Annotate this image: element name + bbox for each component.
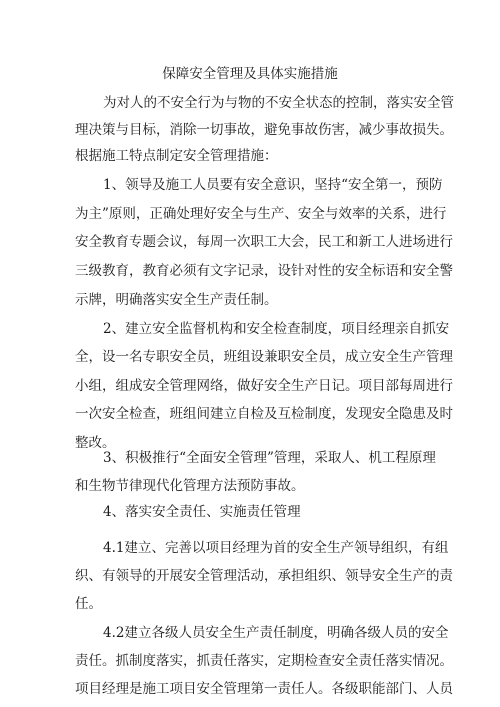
paragraph-line: 项目经理是施工项目安全管理第一责任人。各级职能部门、人员 — [75, 681, 453, 697]
paragraph-line: 和生物节律现代化管理方法预防事故。 — [75, 478, 305, 494]
paragraph-line: 织、有领导的开展安全管理活动，承担组织、领导安全生产的责 — [75, 568, 453, 584]
section-heading: 4、落实安全责任、实施责任管理 — [103, 504, 301, 520]
paragraph-line: 整改。 — [75, 435, 116, 451]
paragraph-line: 安全教育专题会议，每周一次职工大会，民工和新工人进场进行 — [75, 234, 453, 250]
paragraph-line: 小组，组成安全管理网络，做好安全生产日记。项目部每周进行 — [75, 378, 453, 394]
paragraph-line: 任。 — [75, 596, 102, 612]
paragraph-line: 3、积极推行“全面安全管理”管理，采取人、机工程原理 — [103, 450, 436, 466]
paragraph-line: 为对人的不安全行为与物的不安全状态的控制，落实安全管 — [103, 95, 454, 111]
document-title: 保障安全管理及具体实施措施 — [162, 66, 338, 82]
paragraph-line: 全，设一名专职安全员，班组设兼职安全员，成立安全生产管理 — [75, 349, 453, 365]
paragraph-line: 一次安全检查，班组间建立自检及互检制度，发现安全隐患及时 — [75, 406, 453, 422]
paragraph-line: 示牌，明确落实安全生产责任制。 — [75, 292, 278, 308]
paragraph-line: 理决策与目标，消除一切事故，避免事故伤害，减少事故损失。 — [75, 122, 453, 138]
paragraph-line: 4.2建立各级人员安全生产责任制度，明确各级人员的安全 — [103, 625, 449, 641]
paragraph-line: 2、建立安全监督机构和安全检查制度，项目经理亲自抓安 — [103, 321, 450, 337]
paragraph-line: 责任。抓制度落实，抓责任落实，定期检查安全责任落实情况。 — [75, 653, 453, 669]
paragraph-line: 4.1建立、完善以项目经理为首的安全生产领导组织，有组 — [103, 540, 449, 556]
paragraph-line: 根据施工特点制定安全管理措施： — [75, 148, 278, 164]
paragraph-line: 三级教育，教育必须有文字记录，设针对性的安全标语和安全警 — [75, 263, 453, 279]
paragraph-line: 1、领导及施工人员要有安全意识，坚持“安全第一，预防 — [103, 177, 443, 193]
paragraph-line: 为主”原则，正确处理好安全与生产、安全与效率的关系，进行 — [75, 206, 447, 222]
